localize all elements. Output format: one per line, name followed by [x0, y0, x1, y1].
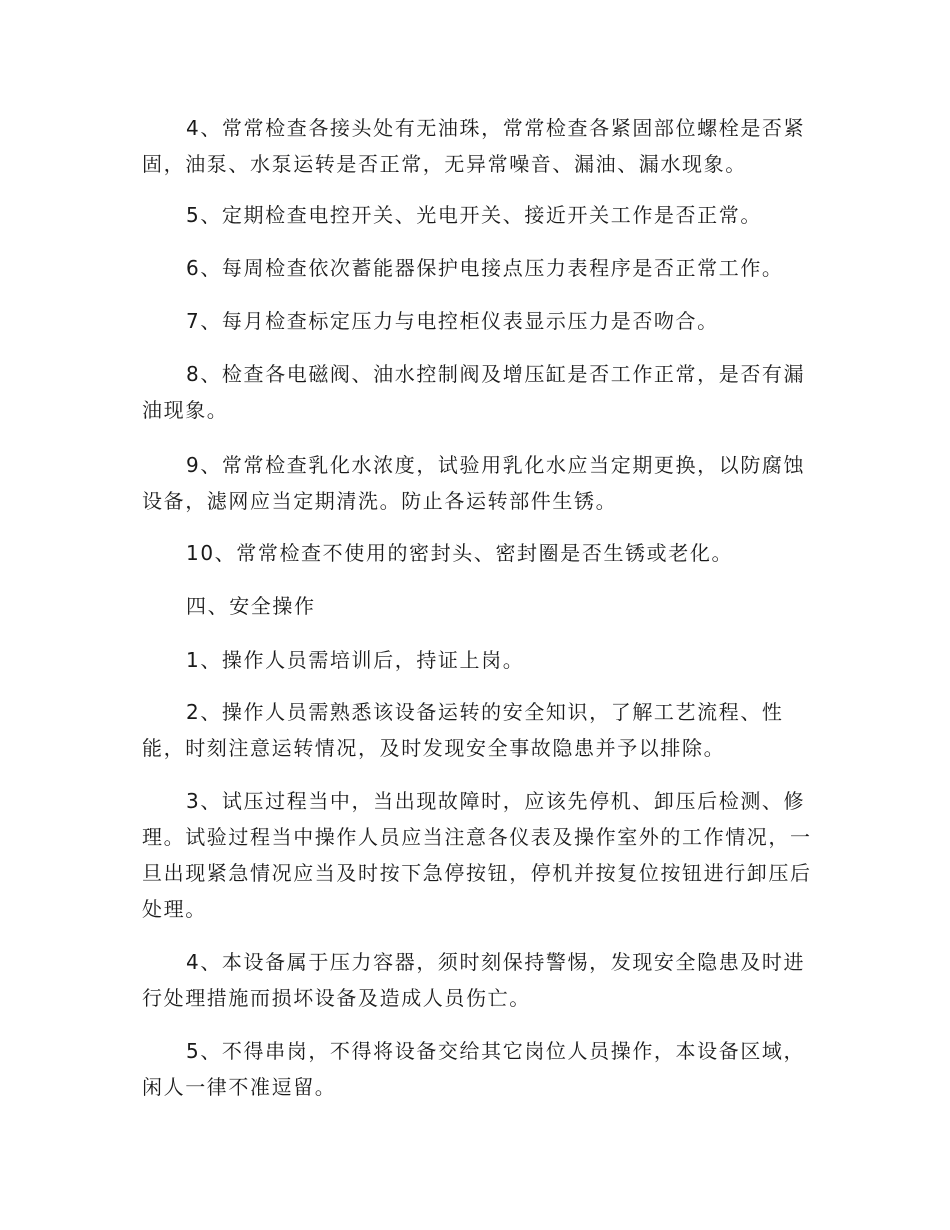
- paragraph-safety-4: 4、本设备属于压力容器，须时刻保持警惕，发现安全隐患及时进行处理措施而损坏设备及造成人员伤亡。: [142, 950, 806, 1010]
- paragraph-safety-1: 1、操作人员需培训后，持证上岗。: [186, 648, 525, 672]
- paragraph-maintenance-5: 5、定期检查电控开关、光电开关、接近开关工作是否正常。: [186, 203, 762, 227]
- paragraph-maintenance-10: 10、常常检查不使用的密封头、密封圈是否生锈或老化。: [186, 541, 734, 565]
- paragraph-safety-3: 3、试压过程当中，当出现故障时，应该先停机、卸压后检测、修理。试验过程当中操作人员应当注意各仪表及操作室外的工作情况，一旦出现紧急情况应当及时按下急停按钮，停机并按复位按钮进行卸压后处理。: [142, 789, 812, 921]
- paragraph-safety-2: 2、操作人员需熟悉该设备运转的安全知识，了解工艺流程、性能，时刻注意运转情况，及时发现安全事故隐患并予以排除。: [142, 700, 784, 760]
- paragraph-maintenance-6: 6、每周检查依次蓄能器保护电接点压力表程序是否正常工作。: [186, 256, 784, 280]
- paragraph-maintenance-4: 4、常常检查各接头处有无油珠，常常检查各紧固部位螺栓是否紧固，油泵、水泵运转是否正常，无异常噪音、漏油、漏水现象。: [142, 116, 806, 176]
- paragraph-maintenance-8: 8、检查各电磁阀、油水控制阀及增压缸是否工作正常，是否有漏油现象。: [142, 362, 806, 422]
- section-heading-safety: 四、安全操作: [186, 594, 316, 618]
- paragraph-maintenance-9: 9、常常检查乳化水浓度，试验用乳化水应当定期更换，以防腐蚀设备，滤网应当定期清洗。防止各运转部件生锈。: [142, 453, 806, 513]
- paragraph-safety-5: 5、不得串岗，不得将设备交给其它岗位人员操作，本设备区域，闲人一律不准逗留。: [142, 1039, 806, 1099]
- paragraph-maintenance-7: 7、每月检查标定压力与电控柜仪表显示压力是否吻合。: [186, 309, 719, 333]
